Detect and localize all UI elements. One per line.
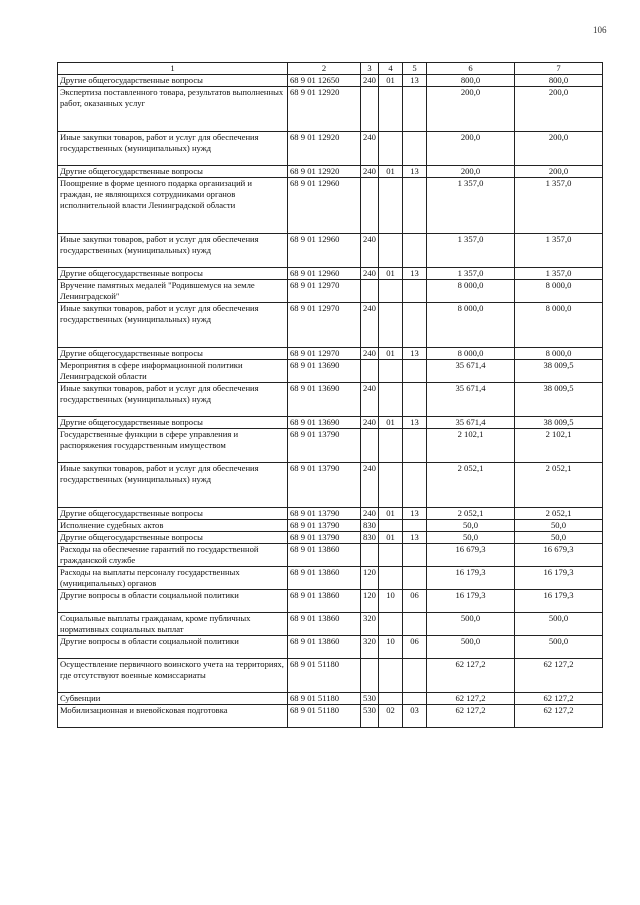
table-row <box>58 303 603 348</box>
cell-expense-type: 530 <box>361 705 379 728</box>
cell-name: Мобилизационная и вневойсковая подготовка <box>58 705 288 728</box>
cell-subsection <box>403 659 427 693</box>
cell-section: 10 <box>379 636 403 659</box>
cell-amount-year2: 62 127,2 <box>515 659 603 693</box>
cell-target-code: 68 9 01 13860 <box>288 613 361 636</box>
cell-target-code: 68 9 01 12970 <box>288 348 361 360</box>
cell-name: Иные закупки товаров, работ и услуг для обеспечения государственных (муниципальных) нужд <box>58 303 288 348</box>
cell-target-code: 68 9 01 13790 <box>288 463 361 508</box>
cell-expense-type <box>361 87 379 132</box>
table-row <box>58 693 603 705</box>
cell-section <box>379 360 403 383</box>
cell-amount-year2: 16 179,3 <box>515 590 603 613</box>
cell-expense-type: 320 <box>361 613 379 636</box>
cell-section <box>379 383 403 417</box>
cell-target-code: 68 9 01 12920 <box>288 87 361 132</box>
table-row <box>58 520 603 532</box>
cell-subsection <box>403 303 427 348</box>
cell-subsection <box>403 132 427 166</box>
cell-subsection: 13 <box>403 348 427 360</box>
cell-section: 01 <box>379 166 403 178</box>
table-row <box>58 360 603 383</box>
cell-section <box>379 520 403 532</box>
cell-amount-year1: 35 671,4 <box>427 417 515 429</box>
cell-amount-year1: 1 357,0 <box>427 178 515 234</box>
cell-target-code: 68 9 01 12970 <box>288 303 361 348</box>
cell-expense-type: 320 <box>361 636 379 659</box>
cell-amount-year1: 16 179,3 <box>427 567 515 590</box>
cell-name: Другие общегосударственные вопросы <box>58 348 288 360</box>
cell-name: Другие общегосударственные вопросы <box>58 268 288 280</box>
cell-subsection <box>403 544 427 567</box>
table-row <box>58 383 603 417</box>
cell-subsection: 06 <box>403 590 427 613</box>
cell-amount-year1: 1 357,0 <box>427 234 515 268</box>
cell-target-code: 68 9 01 12920 <box>288 132 361 166</box>
cell-section: 01 <box>379 508 403 520</box>
cell-amount-year1: 8 000,0 <box>427 303 515 348</box>
cell-expense-type: 240 <box>361 463 379 508</box>
cell-amount-year1: 50,0 <box>427 532 515 544</box>
cell-name: Расходы на обеспечение гарантий по государственной гражданской службе <box>58 544 288 567</box>
cell-subsection <box>403 429 427 463</box>
cell-section <box>379 303 403 348</box>
cell-amount-year2: 50,0 <box>515 520 603 532</box>
cell-expense-type: 240 <box>361 508 379 520</box>
cell-target-code: 68 9 01 12960 <box>288 234 361 268</box>
cell-name: Другие общегосударственные вопросы <box>58 532 288 544</box>
cell-amount-year2: 200,0 <box>515 87 603 132</box>
cell-amount-year1: 1 357,0 <box>427 268 515 280</box>
cell-amount-year1: 16 179,3 <box>427 590 515 613</box>
cell-expense-type: 240 <box>361 166 379 178</box>
cell-name: Другие общегосударственные вопросы <box>58 75 288 87</box>
cell-expense-type: 830 <box>361 520 379 532</box>
cell-section: 02 <box>379 705 403 728</box>
cell-subsection: 13 <box>403 268 427 280</box>
cell-section <box>379 429 403 463</box>
table-row <box>58 268 603 280</box>
cell-amount-year1: 62 127,2 <box>427 705 515 728</box>
cell-amount-year1: 8 000,0 <box>427 348 515 360</box>
cell-amount-year2: 62 127,2 <box>515 705 603 728</box>
cell-amount-year2: 50,0 <box>515 532 603 544</box>
header-cell: 4 <box>379 63 403 75</box>
cell-amount-year1: 62 127,2 <box>427 659 515 693</box>
table-row <box>58 178 603 234</box>
cell-expense-type: 120 <box>361 567 379 590</box>
table-row <box>58 636 603 659</box>
cell-section <box>379 280 403 303</box>
cell-expense-type: 240 <box>361 268 379 280</box>
cell-name: Другие вопросы в области социальной политики <box>58 590 288 613</box>
cell-target-code: 68 9 01 13690 <box>288 383 361 417</box>
table-row <box>58 508 603 520</box>
cell-expense-type <box>361 280 379 303</box>
table-row <box>58 132 603 166</box>
cell-target-code: 68 9 01 13690 <box>288 417 361 429</box>
cell-section <box>379 567 403 590</box>
cell-amount-year1: 800,0 <box>427 75 515 87</box>
table-row <box>58 463 603 508</box>
header-cell: 6 <box>427 63 515 75</box>
cell-subsection <box>403 280 427 303</box>
cell-amount-year1: 2 102,1 <box>427 429 515 463</box>
cell-subsection: 03 <box>403 705 427 728</box>
cell-amount-year1: 50,0 <box>427 520 515 532</box>
cell-section <box>379 132 403 166</box>
cell-subsection <box>403 520 427 532</box>
cell-target-code: 68 9 01 12650 <box>288 75 361 87</box>
cell-name: Социальные выплаты гражданам, кроме публичных нормативных социальных выплат <box>58 613 288 636</box>
cell-name: Поощрение в форме ценного подарка организаций и граждан, не являющихся сотрудниками органов исполнительной власти Ленинградской области <box>58 178 288 234</box>
cell-expense-type <box>361 544 379 567</box>
cell-subsection <box>403 234 427 268</box>
cell-target-code: 68 9 01 12960 <box>288 178 361 234</box>
cell-target-code: 68 9 01 51180 <box>288 659 361 693</box>
cell-section <box>379 234 403 268</box>
table-row <box>58 234 603 268</box>
cell-name: Экспертиза поставленного товара, результатов выполненных работ, оказанных услуг <box>58 87 288 132</box>
cell-target-code: 68 9 01 12920 <box>288 166 361 178</box>
cell-target-code: 68 9 01 51180 <box>288 705 361 728</box>
cell-expense-type: 240 <box>361 234 379 268</box>
table-row <box>58 590 603 613</box>
cell-amount-year2: 38 009,5 <box>515 417 603 429</box>
cell-section <box>379 693 403 705</box>
cell-section: 01 <box>379 532 403 544</box>
cell-section: 01 <box>379 75 403 87</box>
cell-amount-year2: 8 000,0 <box>515 280 603 303</box>
cell-amount-year1: 2 052,1 <box>427 508 515 520</box>
cell-target-code: 68 9 01 13860 <box>288 636 361 659</box>
cell-subsection <box>403 360 427 383</box>
cell-section <box>379 463 403 508</box>
cell-amount-year1: 35 671,4 <box>427 360 515 383</box>
header-cell: 3 <box>361 63 379 75</box>
cell-amount-year1: 8 000,0 <box>427 280 515 303</box>
cell-target-code: 68 9 01 12960 <box>288 268 361 280</box>
cell-target-code: 68 9 01 13690 <box>288 360 361 383</box>
cell-name: Субвенции <box>58 693 288 705</box>
cell-subsection <box>403 693 427 705</box>
cell-section: 01 <box>379 268 403 280</box>
cell-expense-type: 240 <box>361 303 379 348</box>
cell-expense-type <box>361 659 379 693</box>
cell-name: Осуществление первичного воинского учета на территориях, где отсутствуют военные комиссариаты <box>58 659 288 693</box>
cell-amount-year2: 2 102,1 <box>515 429 603 463</box>
cell-amount-year2: 16 679,3 <box>515 544 603 567</box>
cell-expense-type: 240 <box>361 417 379 429</box>
header-cell: 5 <box>403 63 427 75</box>
table-row <box>58 75 603 87</box>
cell-amount-year1: 500,0 <box>427 613 515 636</box>
table-row <box>58 705 603 728</box>
cell-expense-type <box>361 178 379 234</box>
cell-name: Другие вопросы в области социальной политики <box>58 636 288 659</box>
cell-subsection: 13 <box>403 75 427 87</box>
cell-subsection: 13 <box>403 417 427 429</box>
cell-amount-year2: 800,0 <box>515 75 603 87</box>
cell-amount-year2: 62 127,2 <box>515 693 603 705</box>
header-cell: 2 <box>288 63 361 75</box>
cell-subsection <box>403 567 427 590</box>
cell-name: Вручение памятных медалей "Родившемуся на земле Ленинградской" <box>58 280 288 303</box>
cell-name: Другие общегосударственные вопросы <box>58 166 288 178</box>
cell-expense-type <box>361 360 379 383</box>
cell-name: Иные закупки товаров, работ и услуг для обеспечения государственных (муниципальных) нужд <box>58 234 288 268</box>
cell-name: Иные закупки товаров, работ и услуг для обеспечения государственных (муниципальных) нужд <box>58 132 288 166</box>
table-row <box>58 544 603 567</box>
table-row <box>58 166 603 178</box>
cell-amount-year2: 2 052,1 <box>515 463 603 508</box>
cell-target-code: 68 9 01 12970 <box>288 280 361 303</box>
cell-target-code: 68 9 01 13790 <box>288 520 361 532</box>
cell-section: 01 <box>379 417 403 429</box>
header-row <box>58 63 603 75</box>
cell-section <box>379 544 403 567</box>
cell-name: Государственные функции в сфере управления и распоряжения государственным имуществом <box>58 429 288 463</box>
cell-amount-year2: 38 009,5 <box>515 383 603 417</box>
cell-expense-type <box>361 429 379 463</box>
cell-expense-type: 240 <box>361 75 379 87</box>
cell-section: 01 <box>379 348 403 360</box>
cell-expense-type: 830 <box>361 532 379 544</box>
cell-amount-year2: 200,0 <box>515 166 603 178</box>
table-row <box>58 532 603 544</box>
cell-section <box>379 87 403 132</box>
cell-section <box>379 659 403 693</box>
cell-subsection: 13 <box>403 508 427 520</box>
cell-amount-year2: 8 000,0 <box>515 348 603 360</box>
cell-name: Иные закупки товаров, работ и услуг для обеспечения государственных (муниципальных) нужд <box>58 383 288 417</box>
cell-expense-type: 120 <box>361 590 379 613</box>
cell-target-code: 68 9 01 13860 <box>288 567 361 590</box>
cell-amount-year1: 200,0 <box>427 166 515 178</box>
cell-amount-year2: 16 179,3 <box>515 567 603 590</box>
cell-target-code: 68 9 01 51180 <box>288 693 361 705</box>
cell-amount-year1: 62 127,2 <box>427 693 515 705</box>
header-cell: 1 <box>58 63 288 75</box>
table-row <box>58 417 603 429</box>
cell-amount-year1: 2 052,1 <box>427 463 515 508</box>
cell-target-code: 68 9 01 13790 <box>288 429 361 463</box>
cell-amount-year2: 8 000,0 <box>515 303 603 348</box>
header-cell: 7 <box>515 63 603 75</box>
table-row <box>58 659 603 693</box>
cell-expense-type: 240 <box>361 348 379 360</box>
cell-name: Другие общегосударственные вопросы <box>58 508 288 520</box>
cell-name: Исполнение судебных актов <box>58 520 288 532</box>
cell-amount-year2: 500,0 <box>515 636 603 659</box>
cell-amount-year2: 1 357,0 <box>515 178 603 234</box>
cell-subsection <box>403 383 427 417</box>
cell-name: Мероприятия в сфере информационной политики Ленинградской области <box>58 360 288 383</box>
cell-name: Другие общегосударственные вопросы <box>58 417 288 429</box>
cell-amount-year2: 1 357,0 <box>515 234 603 268</box>
cell-amount-year2: 200,0 <box>515 132 603 166</box>
cell-expense-type: 530 <box>361 693 379 705</box>
cell-amount-year1: 16 679,3 <box>427 544 515 567</box>
cell-name: Иные закупки товаров, работ и услуг для обеспечения государственных (муниципальных) нужд <box>58 463 288 508</box>
cell-amount-year1: 35 671,4 <box>427 383 515 417</box>
cell-name: Расходы на выплаты персоналу государственных (муниципальных) органов <box>58 567 288 590</box>
cell-amount-year1: 200,0 <box>427 132 515 166</box>
table-row <box>58 429 603 463</box>
cell-expense-type: 240 <box>361 383 379 417</box>
cell-subsection: 13 <box>403 166 427 178</box>
table-row <box>58 280 603 303</box>
cell-subsection <box>403 463 427 508</box>
table-row <box>58 348 603 360</box>
cell-target-code: 68 9 01 13790 <box>288 532 361 544</box>
cell-amount-year1: 200,0 <box>427 87 515 132</box>
cell-subsection: 06 <box>403 636 427 659</box>
cell-target-code: 68 9 01 13860 <box>288 544 361 567</box>
cell-subsection <box>403 87 427 132</box>
table-row <box>58 613 603 636</box>
cell-target-code: 68 9 01 13790 <box>288 508 361 520</box>
cell-section <box>379 178 403 234</box>
cell-amount-year1: 500,0 <box>427 636 515 659</box>
cell-section <box>379 613 403 636</box>
cell-subsection: 13 <box>403 532 427 544</box>
cell-amount-year2: 38 009,5 <box>515 360 603 383</box>
table-row <box>58 567 603 590</box>
cell-section: 10 <box>379 590 403 613</box>
budget-table <box>57 62 603 728</box>
cell-subsection <box>403 178 427 234</box>
cell-subsection <box>403 613 427 636</box>
cell-expense-type: 240 <box>361 132 379 166</box>
cell-target-code: 68 9 01 13860 <box>288 590 361 613</box>
table-row <box>58 87 603 132</box>
cell-amount-year2: 2 052,1 <box>515 508 603 520</box>
cell-amount-year2: 1 357,0 <box>515 268 603 280</box>
page-number: 106 <box>593 25 607 35</box>
cell-amount-year2: 500,0 <box>515 613 603 636</box>
